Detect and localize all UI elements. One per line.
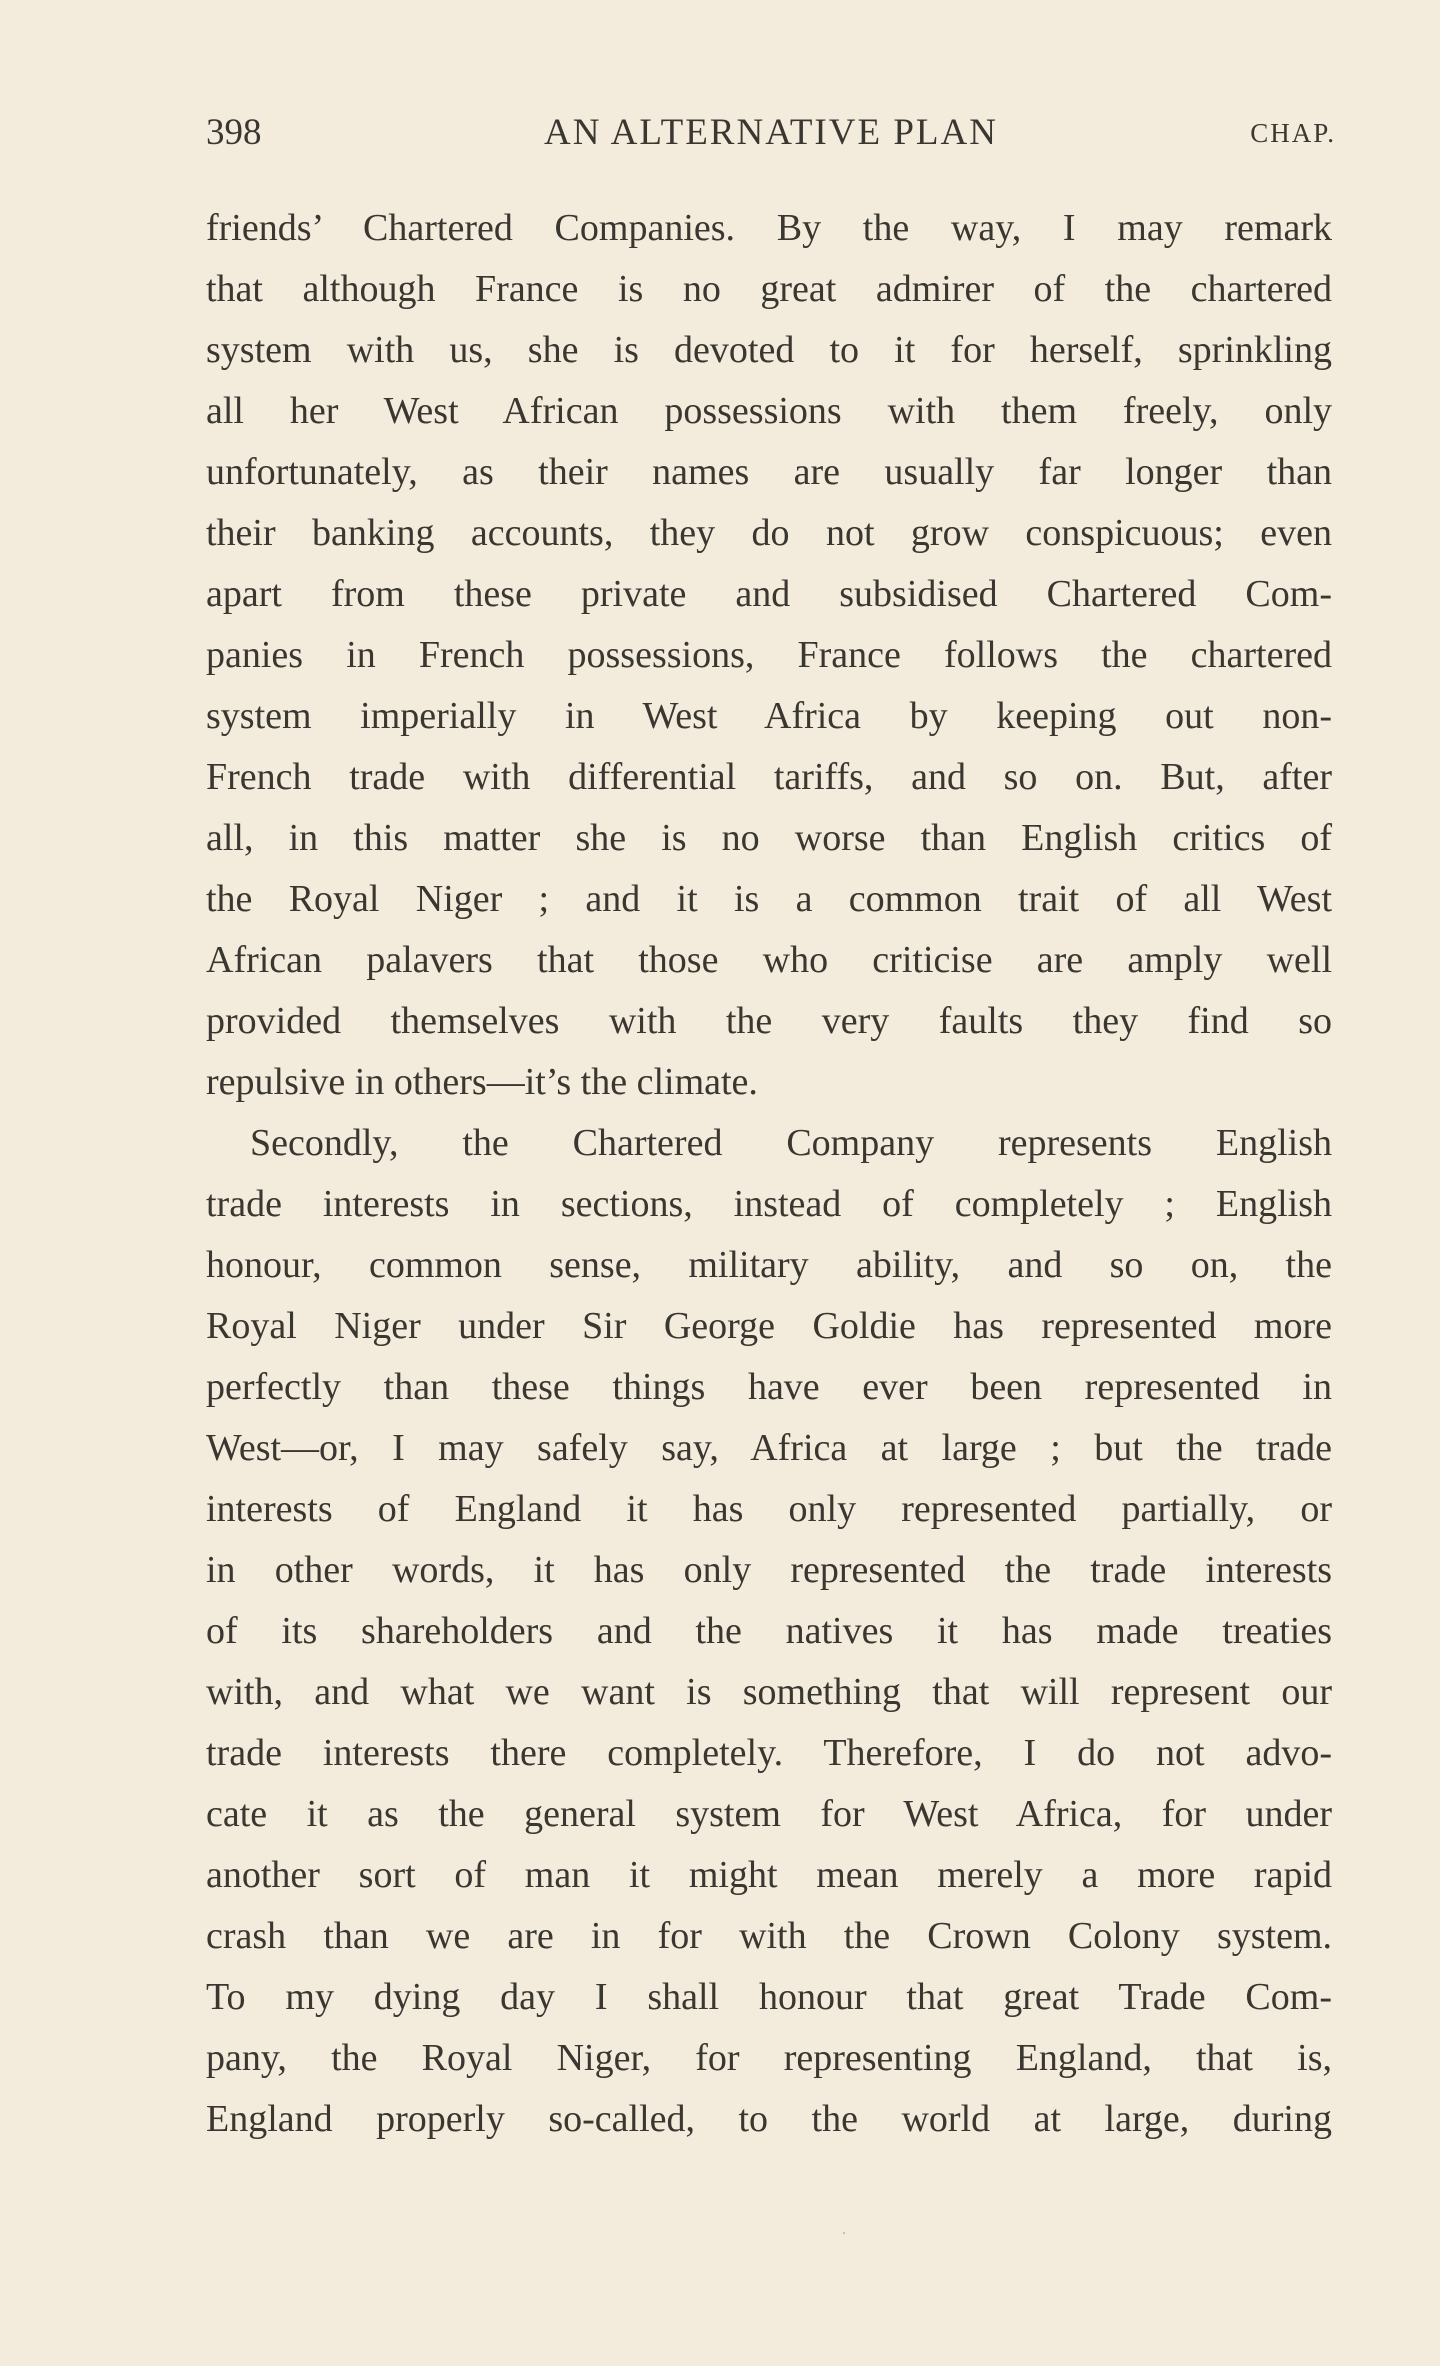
text-line: friends’ Chartered Companies. By the way, I may remark xyxy=(206,207,1332,249)
text-line: with, and what we want is something that will represent our xyxy=(206,1671,1332,1713)
text-line: unfortunately, as their names are usually far longer than xyxy=(206,451,1332,493)
text-line: provided themselves with the very faults they find so xyxy=(206,1000,1332,1042)
text-line: crash than we are in for with the Crown Colony system. xyxy=(206,1915,1332,1957)
text-line: trade interests in sections, instead of completely ; English xyxy=(206,1183,1332,1225)
text-line: honour, common sense, military ability, and so on, the xyxy=(206,1244,1332,1286)
text-line: apart from these private and subsidised Chartered Com- xyxy=(206,573,1332,615)
text-line: To my dying day I shall honour that great Trade Com- xyxy=(206,1976,1332,2018)
paragraph-end-line: repulsive in others—it’s the climate. xyxy=(206,1061,758,1103)
text-line: all her West African possessions with them freely, only xyxy=(206,390,1332,432)
text-line: England properly so-called, to the world at large, during xyxy=(206,2098,1332,2140)
text-line: system with us, she is devoted to it for herself, sprinkling xyxy=(206,329,1332,371)
text-line: system imperially in West Africa by keeping out non- xyxy=(206,695,1332,737)
text-line: cate it as the general system for West Africa, for under xyxy=(206,1793,1332,1835)
text-line: pany, the Royal Niger, for representing England, that is, xyxy=(206,2037,1332,2079)
text-line: West—or, I may safely say, Africa at large ; but the trade xyxy=(206,1427,1332,1469)
text-line: perfectly than these things have ever been represented in xyxy=(206,1366,1332,1408)
text-line: in other words, it has only represented the trade interests xyxy=(206,1549,1332,1591)
text-line: of its shareholders and the natives it has made treaties xyxy=(206,1610,1332,1652)
paper-speck xyxy=(843,2232,845,2234)
running-title: AN ALTERNATIVE PLAN xyxy=(544,112,998,153)
text-line: interests of England it has only represented partially, or xyxy=(206,1488,1332,1530)
running-head xyxy=(206,108,1336,158)
text-line: panies in French possessions, France follows the chartered xyxy=(206,634,1332,676)
text-line: their banking accounts, they do not grow conspicuous; even xyxy=(206,512,1332,554)
page-number: 398 xyxy=(206,112,262,153)
text-line: African palavers that those who criticise are amply well xyxy=(206,939,1332,981)
text-line: the Royal Niger ; and it is a common trait of all West xyxy=(206,878,1332,920)
body-text xyxy=(206,198,1332,2150)
paragraph-first-line: Secondly, the Chartered Company represents English xyxy=(250,1122,1332,1164)
text-line: all, in this matter she is no worse than English critics of xyxy=(206,817,1332,859)
text-line: another sort of man it might mean merely a more rapid xyxy=(206,1854,1332,1896)
text-line: French trade with differential tariffs, and so on. But, after xyxy=(206,756,1332,798)
text-line: Royal Niger under Sir George Goldie has represented more xyxy=(206,1305,1332,1347)
chapter-label: CHAP. xyxy=(1250,118,1336,148)
text-line: trade interests there completely. Therefore, I do not advo- xyxy=(206,1732,1332,1774)
text-line: that although France is no great admirer of the chartered xyxy=(206,268,1332,310)
